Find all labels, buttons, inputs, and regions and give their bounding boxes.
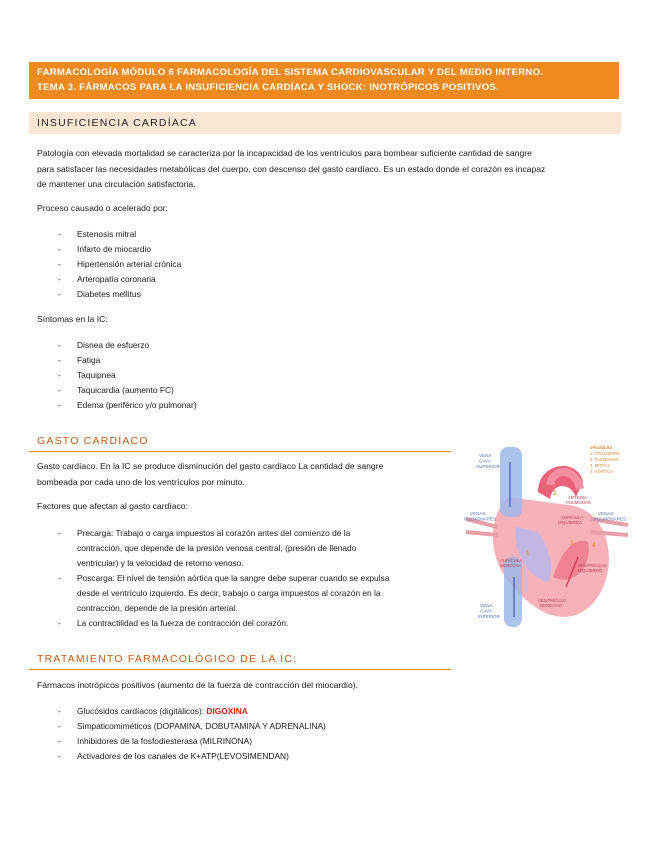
list-item: - Edema (periférico y/o pulmonar) (37, 398, 197, 413)
factor-line: contracción, que depende de la presión venosa central, (presión de llenado (77, 543, 357, 553)
factor-line: desde el ventrículo izquierdo. Es decir, trabajo o carga impuestos al corazón en la (77, 588, 381, 598)
label-ventriculo-izquierdo: VENTRÍCULO IZQUIERDO (578, 563, 607, 573)
causes-list (37, 227, 181, 302)
definition-line: bombeada por cada uno de los ventrículos por minuto. (37, 476, 245, 487)
svg-text:4. AÓRTICA: 4. AÓRTICA (590, 469, 613, 474)
section-title-insuficiencia: INSUFICIENCIA CARDÍACA (29, 112, 621, 134)
process-label: Proceso causado o acelerado por: (37, 203, 168, 213)
factor-line: contracción, depende de la presión arterial. (77, 603, 238, 613)
svg-text:VÁLVULAS: VÁLVULAS (590, 445, 613, 450)
factor-line: - Precarga: Trabajo o carga impuestos al corazón antes del comienzo de la (77, 528, 351, 538)
svg-text:1. TRICÚSPIDE: 1. TRICÚSPIDE (590, 451, 620, 456)
svg-text:3: 3 (570, 541, 574, 547)
list-item: - Taquipnea (37, 368, 197, 383)
header-line-1: FARMACOLOGÍA MÓDULO 6 FARMACOLOGÍA DEL SISTEMA CARDIOVASCULAR Y DEL MEDIO INTERNO. (37, 67, 544, 78)
svg-text:2: 2 (553, 491, 557, 497)
symptoms-label: Síntomas en la IC: (37, 314, 108, 324)
tratamiento-intro: Fármacos inotrópicos positivos (aumento de la fuerza de contracción del miocardio). (37, 680, 358, 690)
heart-diagram-illustration (458, 437, 632, 632)
list-item: - Simpaticomiméticos (DOPAMINA, DOBUTAMINA Y ADRENALINA) (37, 719, 326, 734)
list-item: - Diabetes mellitus (37, 287, 181, 302)
drug-label: Glucósidos cardíacos (digitálicos): (77, 706, 207, 716)
definition-line: Patología con elevada mortalidad se caracteriza por la incapacidad de los ventrículos para bombear suficiente cantidad de sangre (37, 148, 532, 158)
document-header-banner (29, 62, 619, 99)
label-venas-pulmonares-left: VENAS PULMONARES (464, 511, 497, 522)
list-item (37, 571, 389, 616)
factor-line: - La contractilidad es la fuerza de contracción del corazón. (77, 618, 289, 628)
factor-line: ventricular) y la velocidad de retorno venoso. (77, 558, 244, 568)
header-line-2: TEMA 3. FÁRMACOS PARA LA INSUFICIENCIA CARDÍACA Y SHOCK: INOTRÓPICOS POSITIVOS. (37, 82, 499, 93)
factors-label: Factores que afectan al gasto cardíaco: (37, 501, 188, 511)
label-arteria-pulmonar: ARTERIA PULMONAR (566, 495, 591, 505)
symptoms-list (37, 338, 197, 413)
label-auricula-derecha: AURÍCULA DERECHA (500, 558, 522, 568)
definition-line: de mantener una circulación satisfactoria. (37, 179, 196, 189)
label-venas-pulmonares-right: VENAS PULMONARES (594, 511, 627, 522)
list-item: - Infarto de miocardio (37, 242, 181, 257)
label-ventriculo-derecho: VENTRÍCULO DERECHO (538, 598, 567, 608)
svg-text:1: 1 (526, 551, 530, 557)
list-item (37, 616, 389, 631)
list-item: - Taquicardia (aumento FC) (37, 383, 197, 398)
list-item: - Fatiga (37, 353, 197, 368)
svg-text:2. PULMONAR: 2. PULMONAR (590, 457, 619, 462)
definition-line: Gasto cardíaco. En la IC se produce disminución del gasto cardíaco La cantidad de sangre (37, 461, 384, 471)
label-vena-cava-superior: VENA CAVA SUPERIOR (476, 453, 500, 469)
section-title-tratamiento: TRATAMIENTO FARMACOLÓGICO DE LA IC: (29, 648, 451, 670)
definition-line: para satisfacer las necesidades metabólicas del cuerpo, con descenso del gasto cardíaco. Es un estado donde el corazón es incapaz (37, 163, 546, 174)
list-item: - Activadores de los canales de K+ATP(LEVOSIMENDAN) (37, 749, 326, 764)
section-title-gasto: GASTO CARDÍACO (29, 430, 451, 452)
svg-text:3. MITRAL: 3. MITRAL (590, 463, 611, 468)
list-item: - Arteropatía coronaria (37, 272, 181, 287)
drug-highlight-digoxina: DIGOXINA (206, 706, 248, 716)
drugs-list (37, 704, 326, 764)
gasto-definition (37, 459, 383, 490)
factors-list (37, 526, 389, 631)
label-auricula-izquierda: AURÍCULA IZQUIERDA (558, 515, 583, 525)
list-item (37, 704, 326, 719)
label-vena-cava-inferior: VENA CAVA INFERIOR (478, 603, 500, 619)
svg-text:4: 4 (592, 543, 596, 549)
factor-line: - Poscarga: El nivel de tensión aórtica que la sangre debe superar cuando se expulsa (77, 573, 390, 583)
list-item: - Estenosis mitral (37, 227, 181, 242)
list-item (37, 526, 389, 571)
insuficiencia-definition (37, 146, 545, 193)
list-item: - Inhibidores de la fosfodiesterasa (MILRINONA) (37, 734, 326, 749)
list-item: - Disnea de esfuerzo (37, 338, 197, 353)
list-item: - Hipertensión arterial crónica (37, 257, 181, 272)
